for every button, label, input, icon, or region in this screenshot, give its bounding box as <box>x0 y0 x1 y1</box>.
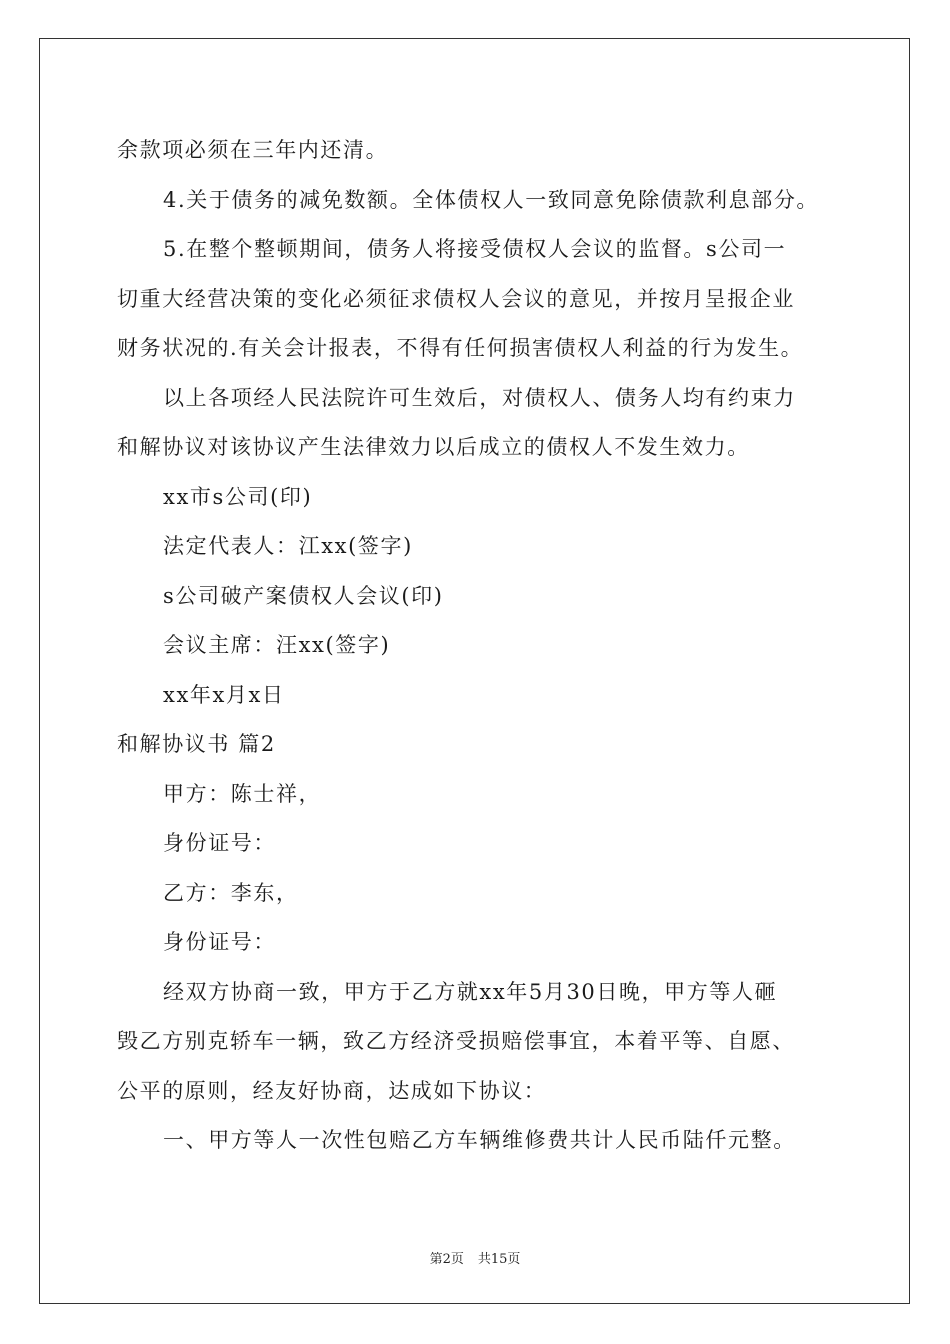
text-line: 财务状况的.有关会计报表，不得有任何损害债权人利益的行为发生。 <box>117 336 804 360</box>
text-line: 切重大经营决策的变化必须征求债权人会议的意见，并按月呈报企业 <box>117 286 795 311</box>
text-line: 和解协议书 篇2 <box>117 732 276 756</box>
text-line: xx市s公司(印) <box>163 484 313 509</box>
text-line: 余款项必须在三年内还清。 <box>117 138 389 162</box>
text-line: 身份证号： <box>163 930 276 954</box>
text-line: 5.在整个整顿期间，债务人将接受债权人会议的监督。s公司一 <box>163 237 787 261</box>
text-line: 会议主席：汪xx(签字) <box>163 633 391 657</box>
text-line: 甲方：陈士祥， <box>163 781 322 806</box>
text-line: 一、甲方等人一次性包赔乙方车辆维修费共计人民币陆仟元整。 <box>163 1128 796 1152</box>
text-line: xx年x月x日 <box>163 682 285 707</box>
text-line: 和解协议对该协议产生法律效力以后成立的债权人不发生效力。 <box>117 435 750 459</box>
text-line: 身份证号： <box>163 831 276 855</box>
page-number: 第2页 <box>429 1252 464 1267</box>
text-line: 乙方：李东， <box>163 880 299 905</box>
text-line: 以上各项经人民法院许可生效后，对债权人、债务人均有约束力 <box>163 385 796 410</box>
text-line: 4.关于债务的减免数额。全体债权人一致同意免除债款利息部分。 <box>163 187 820 212</box>
text-line: s公司破产案债权人会议(印) <box>163 583 444 608</box>
page-footer <box>0 1248 950 1267</box>
text-line: 法定代表人：江xx(签字) <box>163 534 413 558</box>
text-line: 公平的原则，经友好协商，达成如下协议： <box>117 1078 547 1103</box>
text-line: 经双方协商一致，甲方于乙方就xx年5月30日晚，甲方等人砸 <box>163 979 778 1004</box>
text-line: 毁乙方别克轿车一辆，致乙方经济受损赔偿事宜，本着平等、自愿、 <box>117 1029 795 1053</box>
total-pages: 共15页 <box>477 1252 521 1267</box>
document-body <box>117 126 857 1166</box>
